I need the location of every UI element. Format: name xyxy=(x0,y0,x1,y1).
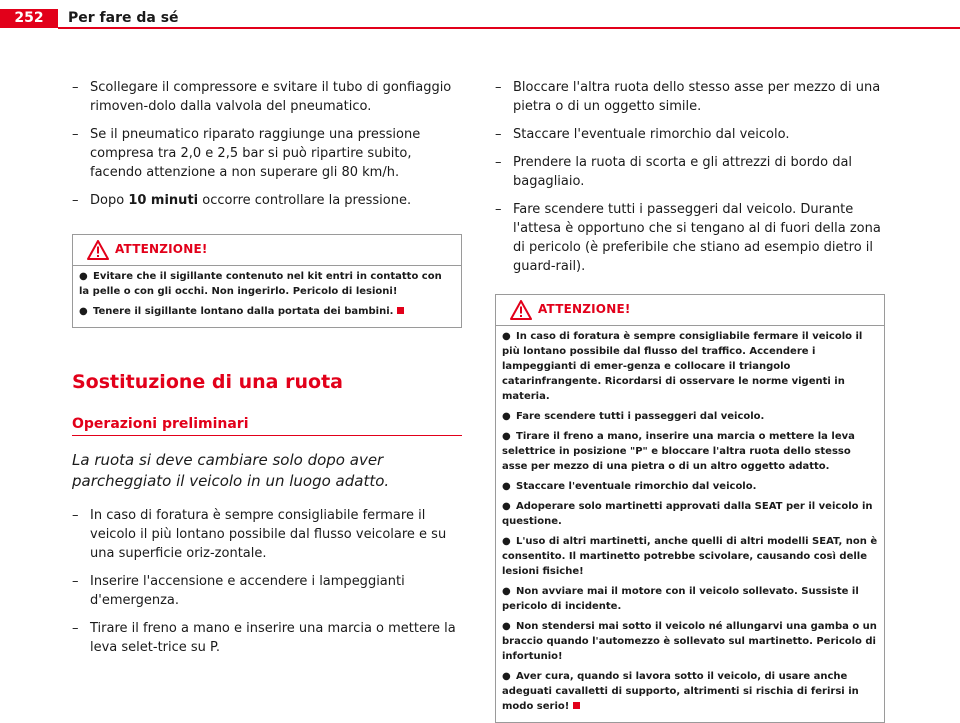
step-item: – Scollegare il compressore e svitare il tubo di gonfiaggio rimoven-dolo dalla valvola del pneumatico. xyxy=(72,80,452,114)
warning-box xyxy=(72,234,462,328)
page-number: 252 xyxy=(0,9,58,28)
chapter-title: Per fare da sé xyxy=(68,10,179,26)
step-item: – Staccare l'eventuale rimorchio dal veicolo. xyxy=(495,127,790,142)
warning-title: ATTENZIONE! xyxy=(115,242,208,256)
right-column xyxy=(495,78,885,723)
page-header xyxy=(0,0,960,30)
warning-item: ● Aver cura, quando si lavora sotto il veicolo, di usare anche adeguati cavalletti di supporto, altrimenti si rischia di ferirsi in modo serio! xyxy=(502,671,859,712)
warning-item: ● Tenere il sigillante lontano dalla portata dei bambini. xyxy=(73,301,461,321)
warning-triangle-icon xyxy=(510,300,532,320)
step-item: – Bloccare l'altra ruota dello stesso asse per mezzo di una pietra o di un oggetto simile. xyxy=(495,80,881,114)
header-rule xyxy=(58,27,960,29)
warning-item: ● Tirare il freno a mano, inserire una marcia o mettere la leva selettrice in posizione "P" e bloccare l'altra ruota dello stesso asse per mezzo di una pietra o di un altro oggetto adatto. xyxy=(502,431,855,472)
warning-box xyxy=(495,294,885,723)
warning-item: ● Staccare l'eventuale rimorchio dal veicolo. xyxy=(502,481,757,492)
step-item: – In caso di foratura è sempre consigliabile fermare il veicolo il più lontano possibile dal flusso veicolare e su una superficie oriz-zontale. xyxy=(72,508,447,561)
step-item: – Dopo 10 minuti occorre controllare la pressione. xyxy=(72,193,412,208)
end-mark-icon xyxy=(397,307,404,314)
warning-title: ATTENZIONE! xyxy=(538,302,631,316)
step-item: – Inserire l'accensione e accendere i lampeggianti d'emergenza. xyxy=(72,574,405,608)
step-item: – Prendere la ruota di scorta e gli attrezzi di bordo dal bagagliaio. xyxy=(495,155,853,189)
step-item: – Tirare il freno a mano e inserire una marcia o mettere la leva selet-trice su P. xyxy=(72,621,456,655)
warning-item: ● Adoperare solo martinetti approvati dalla SEAT per il veicolo in questione. xyxy=(502,501,873,527)
warning-item: ● Non avviare mai il motore con il veicolo sollevato. Sussiste il pericolo di incidente. xyxy=(502,586,859,612)
step-item: – Se il pneumatico riparato raggiunge una pressione compresa tra 2,0 e 2,5 bar si può ripartire subito, facendo attenzione a non superare gli 80 km/h. xyxy=(72,127,421,180)
warning-item: ● L'uso di altri martinetti, anche quelli di altri modelli SEAT, non è consentito. Il martinetto potrebbe scivolare, causando così delle lesioni fisiche! xyxy=(502,536,878,577)
intro-text: La ruota si deve cambiare solo dopo aver parcheggiato il veicolo in un luogo adatto. xyxy=(72,451,390,490)
warning-item: ● Evitare che il sigillante contenuto nel kit entri in contatto con la pelle o con gli occhi. Non ingerirlo. Pericolo di lesioni! xyxy=(79,271,442,297)
end-mark-icon xyxy=(573,702,580,709)
warning-item: ● In caso di foratura è sempre consigliabile fermare il veicolo il più lontano possibile dal flusso del traffico. Accendere i lampeggianti di emer-genza e collocare il triangolo catarinfrangente. Ricordarsi di osservare le norme vigenti in materia. xyxy=(502,331,863,402)
left-column xyxy=(72,78,462,666)
warning-item: ● Non stendersi mai sotto il veicolo né allungarvi una gamba o un braccio quando l'automezzo è sollevato sul martinetto. Pericolo di infortunio! xyxy=(502,621,877,662)
section-title: Sostituzione di una ruota xyxy=(72,371,343,393)
step-item: – Fare scendere tutti i passeggeri dal veicolo. Durante l'attesa è opportuno che si tengano al di fuori della zona di pericolo (è preferibile che stiano ad esempio dietro il guard-rail). xyxy=(495,202,881,274)
bold-duration: 10 minuti xyxy=(128,193,199,208)
warning-item: ● Fare scendere tutti i passeggeri dal veicolo. xyxy=(502,411,765,422)
warning-triangle-icon xyxy=(87,240,109,260)
subsection-title: Operazioni preliminari xyxy=(72,416,462,436)
